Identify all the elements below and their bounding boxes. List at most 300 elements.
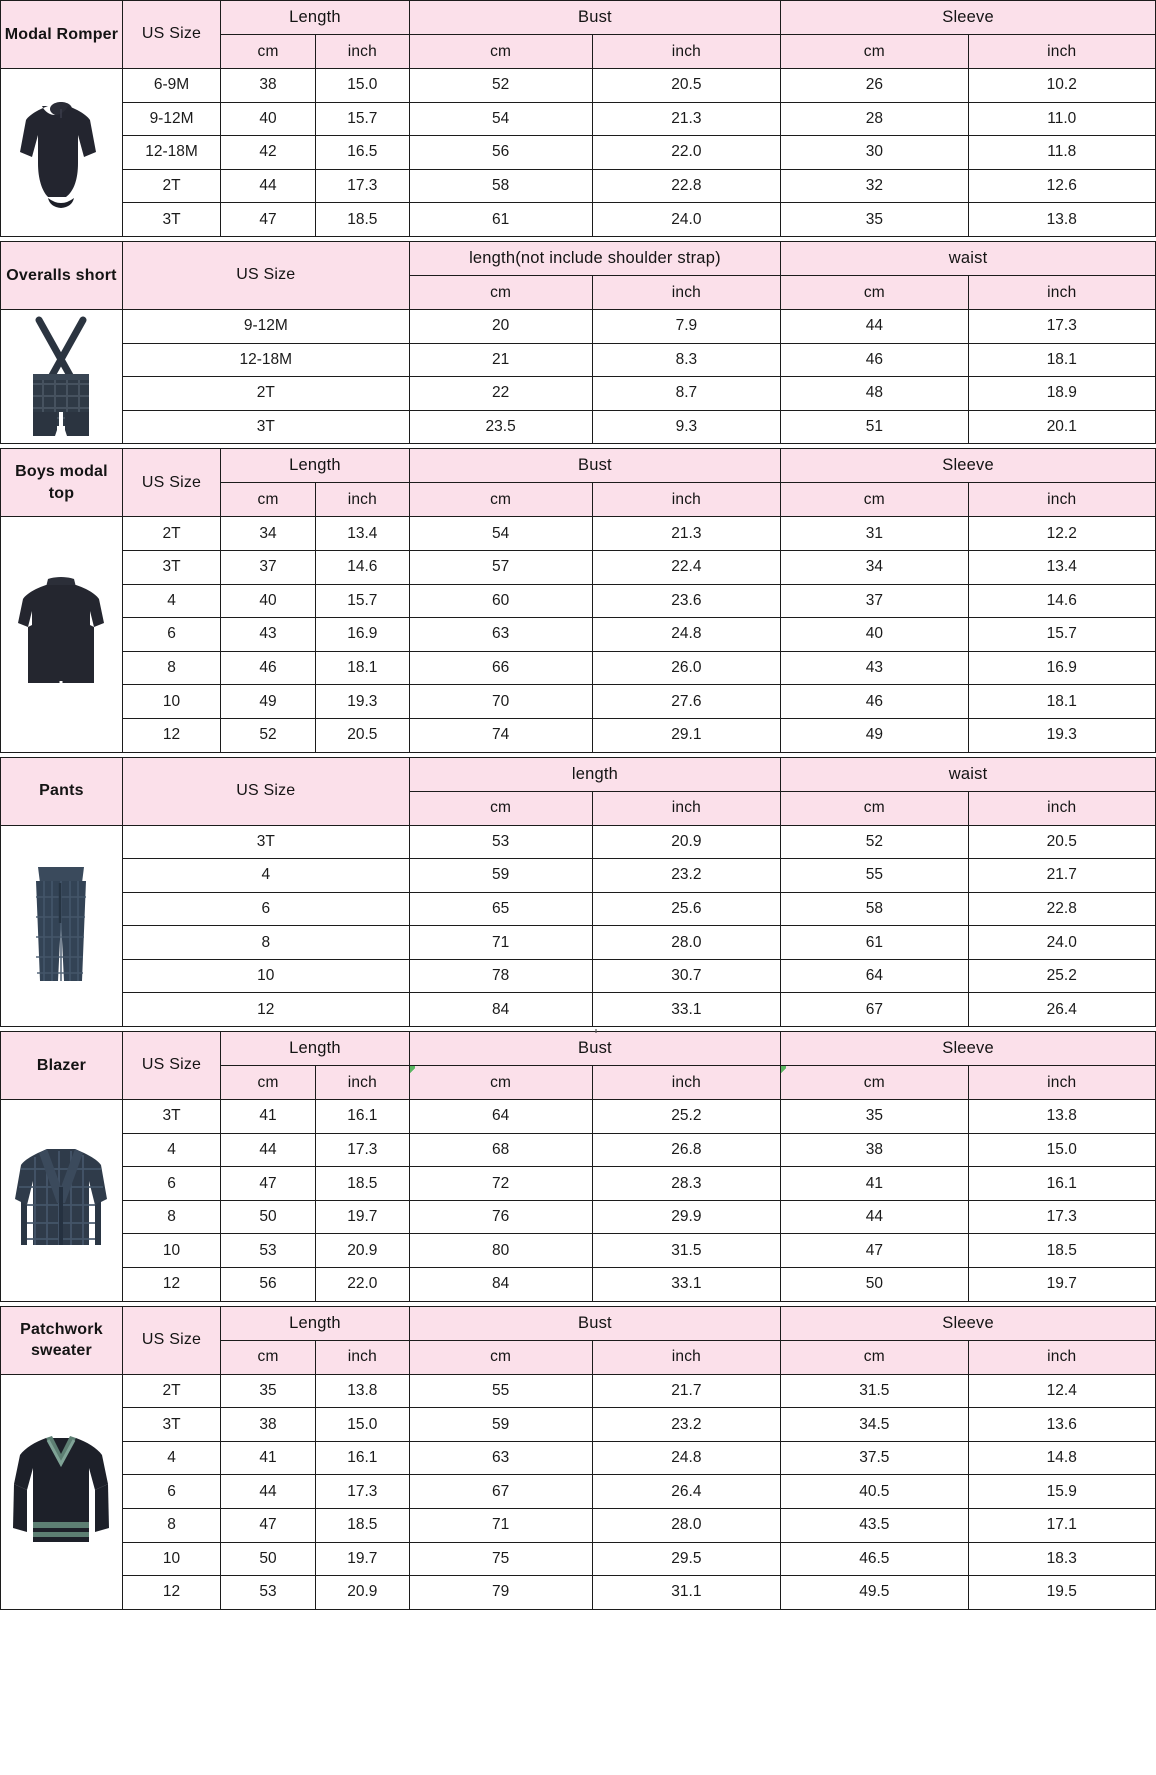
overalls-icon xyxy=(1,316,122,438)
size-table-boys-modal-top xyxy=(0,448,1156,752)
category-label: Blazer xyxy=(1,1032,123,1100)
cell-measurement: 47 xyxy=(221,203,316,237)
group-header: Bust xyxy=(409,1,780,35)
cell-measurement: 70 xyxy=(409,685,592,719)
cell-measurement: 22.4 xyxy=(592,550,781,584)
unit-header: cm xyxy=(409,1340,592,1374)
size-table-block xyxy=(0,1306,1156,1610)
cell-measurement: 15.0 xyxy=(315,1408,409,1442)
unit-header: cm xyxy=(221,35,316,69)
cell-measurement: 78 xyxy=(409,959,592,993)
cell-measurement: 75 xyxy=(409,1542,592,1576)
unit-header: cm xyxy=(781,275,968,309)
table-row xyxy=(1,550,1156,584)
cell-us-size: 6 xyxy=(122,618,220,652)
cell-measurement: 19.7 xyxy=(315,1200,409,1234)
group-header: Bust xyxy=(409,1306,780,1340)
cell-measurement: 71 xyxy=(409,926,592,960)
cell-measurement: 15.0 xyxy=(315,69,409,103)
cell-measurement: 35 xyxy=(781,1100,968,1134)
col-header-us-size: US Size xyxy=(122,757,409,825)
cell-measurement: 84 xyxy=(409,993,592,1027)
cell-measurement: 18.3 xyxy=(968,1542,1155,1576)
pants-icon xyxy=(1,863,122,989)
cell-us-size: 2T xyxy=(122,517,220,551)
cell-measurement: 46 xyxy=(781,343,968,377)
cell-measurement: 33.1 xyxy=(592,993,781,1027)
cell-measurement: 18.5 xyxy=(968,1234,1155,1268)
table-row xyxy=(1,1408,1156,1442)
cell-measurement: 68 xyxy=(409,1133,592,1167)
unit-header: cm xyxy=(221,1066,316,1100)
cell-us-size: 6 xyxy=(122,1167,220,1201)
cell-measurement: 24.8 xyxy=(592,618,781,652)
cell-measurement: 74 xyxy=(409,718,592,752)
unit-header: inch xyxy=(592,791,781,825)
unit-header: cm xyxy=(409,275,592,309)
table-row xyxy=(1,926,1156,960)
cell-measurement: 44 xyxy=(221,1133,316,1167)
cell-measurement: 20.9 xyxy=(315,1576,409,1610)
size-table-blazer xyxy=(0,1031,1156,1302)
table-row xyxy=(1,859,1156,893)
cell-measurement: 38 xyxy=(221,69,316,103)
cell-us-size: 2T xyxy=(122,1374,220,1408)
cell-measurement: 21.3 xyxy=(592,517,781,551)
header-row-groups xyxy=(1,241,1156,275)
group-header: length(not include shoulder strap) xyxy=(409,241,780,275)
cell-us-size: 3T xyxy=(122,1100,220,1134)
cell-measurement: 18.5 xyxy=(315,1509,409,1543)
cell-measurement: 20 xyxy=(409,309,592,343)
cell-measurement: 67 xyxy=(781,993,968,1027)
cell-measurement: 18.1 xyxy=(968,685,1155,719)
cell-measurement: 17.3 xyxy=(968,1200,1155,1234)
table-row xyxy=(1,892,1156,926)
cell-measurement: 46.5 xyxy=(781,1542,968,1576)
cell-measurement: 11.8 xyxy=(968,136,1155,170)
group-header: waist xyxy=(781,241,1156,275)
cell-measurement: 30.7 xyxy=(592,959,781,993)
product-image-cell xyxy=(1,517,123,752)
cell-measurement: 20.5 xyxy=(592,69,781,103)
cell-measurement: 16.1 xyxy=(315,1100,409,1134)
cell-measurement: 18.5 xyxy=(315,203,409,237)
cell-measurement: 63 xyxy=(409,1441,592,1475)
table-row xyxy=(1,618,1156,652)
cell-measurement: 33.1 xyxy=(592,1268,781,1302)
unit-header: inch xyxy=(315,1066,409,1100)
cell-measurement: 7.9 xyxy=(592,309,781,343)
cell-measurement: 20.9 xyxy=(315,1234,409,1268)
cell-measurement: 63 xyxy=(409,618,592,652)
cell-measurement: 13.4 xyxy=(315,517,409,551)
cell-measurement: 60 xyxy=(409,584,592,618)
cell-measurement: 49 xyxy=(221,685,316,719)
cell-measurement: 27.6 xyxy=(592,685,781,719)
header-row-groups xyxy=(1,1306,1156,1340)
table-row xyxy=(1,718,1156,752)
cell-measurement: 15.7 xyxy=(968,618,1155,652)
product-image-cell xyxy=(1,1100,123,1302)
cell-us-size: 2T xyxy=(122,377,409,411)
unit-header: inch xyxy=(968,483,1155,517)
top-icon xyxy=(17,571,105,697)
cell-measurement: 50 xyxy=(221,1200,316,1234)
group-header: Length xyxy=(221,449,410,483)
size-table-patchwork-sweater xyxy=(0,1306,1156,1610)
table-row xyxy=(1,136,1156,170)
cell-us-size: 2T xyxy=(122,169,220,203)
cell-measurement: 21.7 xyxy=(592,1374,781,1408)
table-row xyxy=(1,377,1156,411)
cell-measurement: 22.8 xyxy=(592,169,781,203)
cell-measurement: 13.8 xyxy=(968,203,1155,237)
cell-measurement: 59 xyxy=(409,1408,592,1442)
cell-measurement: 20.5 xyxy=(315,718,409,752)
size-table-block xyxy=(0,1031,1156,1302)
cell-us-size: 3T xyxy=(122,825,409,859)
product-image-cell xyxy=(1,309,123,443)
unit-header: inch xyxy=(315,1340,409,1374)
cell-measurement: 61 xyxy=(409,203,592,237)
cell-us-size: 3T xyxy=(122,550,220,584)
table-row xyxy=(1,102,1156,136)
unit-header: inch xyxy=(592,35,781,69)
cell-measurement: 29.1 xyxy=(592,718,781,752)
cell-measurement: 18.1 xyxy=(315,651,409,685)
cell-measurement: 20.5 xyxy=(968,825,1155,859)
header-row-groups xyxy=(1,449,1156,483)
cell-measurement: 12.4 xyxy=(968,1374,1155,1408)
cell-measurement: 34 xyxy=(221,517,316,551)
table-row xyxy=(1,169,1156,203)
header-row-groups xyxy=(1,1,1156,35)
cell-measurement: 64 xyxy=(409,1100,592,1134)
cell-us-size: 12 xyxy=(122,1268,220,1302)
cell-measurement: 15.7 xyxy=(315,584,409,618)
blazer-icon xyxy=(13,1141,109,1259)
cell-measurement: 43.5 xyxy=(781,1509,968,1543)
cell-measurement: 24.8 xyxy=(592,1441,781,1475)
cell-measurement: 25.6 xyxy=(592,892,781,926)
cell-measurement: 9.3 xyxy=(592,410,781,444)
unit-header: inch xyxy=(315,483,409,517)
unit-header: cm xyxy=(409,1066,592,1100)
cell-measurement: 35 xyxy=(781,203,968,237)
product-image-cell xyxy=(1,1374,123,1609)
cell-measurement: 37 xyxy=(221,550,316,584)
cell-measurement: 44 xyxy=(781,309,968,343)
cell-measurement: 48 xyxy=(781,377,968,411)
cell-measurement: 26.4 xyxy=(592,1475,781,1509)
group-header: Sleeve xyxy=(781,1306,1156,1340)
cell-us-size: 3T xyxy=(122,203,220,237)
cell-measurement: 58 xyxy=(781,892,968,926)
cell-measurement: 38 xyxy=(221,1408,316,1442)
cell-measurement: 52 xyxy=(781,825,968,859)
cell-measurement: 66 xyxy=(409,651,592,685)
cell-measurement: 16.1 xyxy=(968,1167,1155,1201)
unit-header: cm xyxy=(409,483,592,517)
cell-measurement: 21.3 xyxy=(592,102,781,136)
cell-measurement: 22.8 xyxy=(968,892,1155,926)
cell-measurement: 52 xyxy=(409,69,592,103)
cell-measurement: 50 xyxy=(781,1268,968,1302)
size-table-overalls-short xyxy=(0,241,1156,444)
cell-measurement: 20.1 xyxy=(968,410,1155,444)
table-row xyxy=(1,651,1156,685)
unit-header: cm xyxy=(781,483,968,517)
table-row xyxy=(1,309,1156,343)
table-row xyxy=(1,203,1156,237)
cell-measurement: 57 xyxy=(409,550,592,584)
cell-us-size: 6-9M xyxy=(122,69,220,103)
romper-icon xyxy=(18,90,104,214)
size-table-modal-romper xyxy=(0,0,1156,237)
table-row xyxy=(1,685,1156,719)
cell-measurement: 13.4 xyxy=(968,550,1155,584)
cell-measurement: 16.9 xyxy=(968,651,1155,685)
unit-header: cm xyxy=(781,1066,968,1100)
cell-us-size: 10 xyxy=(122,685,220,719)
category-label: Overalls short xyxy=(1,241,123,309)
cell-measurement: 72 xyxy=(409,1167,592,1201)
romper-icon xyxy=(1,90,122,214)
group-header: length xyxy=(409,757,780,791)
unit-header: inch xyxy=(968,791,1155,825)
cell-measurement: 24.0 xyxy=(968,926,1155,960)
cell-measurement: 32 xyxy=(781,169,968,203)
cell-measurement: 21.7 xyxy=(968,859,1155,893)
cell-measurement: 31.5 xyxy=(592,1234,781,1268)
cell-measurement: 11.0 xyxy=(968,102,1155,136)
blazer-icon xyxy=(1,1141,122,1259)
table-row xyxy=(1,1509,1156,1543)
cell-measurement: 76 xyxy=(409,1200,592,1234)
cell-measurement: 49 xyxy=(781,718,968,752)
cell-measurement: 71 xyxy=(409,1509,592,1543)
cell-measurement: 84 xyxy=(409,1268,592,1302)
cell-measurement: 12.2 xyxy=(968,517,1155,551)
cell-measurement: 26.4 xyxy=(968,993,1155,1027)
cell-measurement: 8.7 xyxy=(592,377,781,411)
cell-measurement: 40 xyxy=(221,584,316,618)
cell-measurement: 17.3 xyxy=(315,1133,409,1167)
cell-measurement: 26.8 xyxy=(592,1133,781,1167)
cell-measurement: 43 xyxy=(781,651,968,685)
cell-us-size: 12 xyxy=(122,718,220,752)
cell-measurement: 19.7 xyxy=(968,1268,1155,1302)
table-row xyxy=(1,1167,1156,1201)
top-icon xyxy=(1,571,122,697)
cell-measurement: 37.5 xyxy=(781,1441,968,1475)
cell-measurement: 40 xyxy=(221,102,316,136)
table-row xyxy=(1,1374,1156,1408)
cell-measurement: 44 xyxy=(221,169,316,203)
col-header-us-size: US Size xyxy=(122,1032,220,1100)
unit-header: inch xyxy=(592,275,781,309)
cell-measurement: 40 xyxy=(781,618,968,652)
cell-measurement: 26.0 xyxy=(592,651,781,685)
unit-header: cm xyxy=(221,1340,316,1374)
cell-measurement: 31 xyxy=(781,517,968,551)
cell-measurement: 47 xyxy=(221,1509,316,1543)
cell-measurement: 23.6 xyxy=(592,584,781,618)
cell-measurement: 41 xyxy=(221,1100,316,1134)
cell-us-size: 12 xyxy=(122,993,409,1027)
cell-measurement: 47 xyxy=(781,1234,968,1268)
cell-measurement: 14.6 xyxy=(968,584,1155,618)
cell-measurement: 38 xyxy=(781,1133,968,1167)
cell-measurement: 22.0 xyxy=(592,136,781,170)
group-header: Length xyxy=(221,1,410,35)
cell-measurement: 28 xyxy=(781,102,968,136)
cell-measurement: 22.0 xyxy=(315,1268,409,1302)
table-row xyxy=(1,343,1156,377)
sweater-icon xyxy=(13,1430,109,1554)
unit-header: inch xyxy=(315,35,409,69)
table-row xyxy=(1,69,1156,103)
cell-measurement: 54 xyxy=(409,517,592,551)
product-image-cell xyxy=(1,69,123,237)
cell-measurement: 25.2 xyxy=(592,1100,781,1134)
cell-measurement: 49.5 xyxy=(781,1576,968,1610)
cell-us-size: 10 xyxy=(122,959,409,993)
cell-us-size: 8 xyxy=(122,926,409,960)
cell-us-size: 8 xyxy=(122,651,220,685)
cell-us-size: 8 xyxy=(122,1509,220,1543)
group-header: waist xyxy=(781,757,1156,791)
cell-measurement: 46 xyxy=(781,685,968,719)
unit-header: cm xyxy=(781,791,968,825)
unit-header: cm xyxy=(409,35,592,69)
cell-measurement: 30 xyxy=(781,136,968,170)
cell-measurement: 13.6 xyxy=(968,1408,1155,1442)
group-header: Sleeve xyxy=(781,1,1156,35)
group-header: Bust xyxy=(409,1032,780,1066)
table-row xyxy=(1,517,1156,551)
cell-measurement: 16.5 xyxy=(315,136,409,170)
table-row xyxy=(1,1268,1156,1302)
table-row xyxy=(1,1100,1156,1134)
group-header: Length xyxy=(221,1032,410,1066)
cell-measurement: 34 xyxy=(781,550,968,584)
cell-measurement: 47 xyxy=(221,1167,316,1201)
unit-header: cm xyxy=(781,1340,968,1374)
cell-measurement: 41 xyxy=(781,1167,968,1201)
cell-measurement: 31.1 xyxy=(592,1576,781,1610)
cell-measurement: 34.5 xyxy=(781,1408,968,1442)
cell-measurement: 55 xyxy=(781,859,968,893)
cell-us-size: 6 xyxy=(122,1475,220,1509)
cell-measurement: 53 xyxy=(409,825,592,859)
cell-measurement: 14.8 xyxy=(968,1441,1155,1475)
cell-measurement: 26 xyxy=(781,69,968,103)
cell-measurement: 19.3 xyxy=(315,685,409,719)
cell-measurement: 37 xyxy=(781,584,968,618)
cell-measurement: 18.5 xyxy=(315,1167,409,1201)
cell-measurement: 13.8 xyxy=(968,1100,1155,1134)
cell-measurement: 67 xyxy=(409,1475,592,1509)
overalls-icon xyxy=(19,316,103,438)
header-row-groups xyxy=(1,1032,1156,1066)
cell-us-size: 3T xyxy=(122,1408,220,1442)
cell-measurement: 44 xyxy=(221,1475,316,1509)
group-header: Sleeve xyxy=(781,1032,1156,1066)
cell-measurement: 44 xyxy=(781,1200,968,1234)
cell-measurement: 8.3 xyxy=(592,343,781,377)
col-header-us-size: US Size xyxy=(122,449,220,517)
cell-measurement: 54 xyxy=(409,102,592,136)
cell-us-size: 4 xyxy=(122,859,409,893)
cell-us-size: 10 xyxy=(122,1234,220,1268)
cell-measurement: 17.3 xyxy=(315,1475,409,1509)
category-label: Modal Romper xyxy=(1,1,123,69)
table-row xyxy=(1,993,1156,1027)
cell-us-size: 9-12M xyxy=(122,102,220,136)
cell-measurement: 29.9 xyxy=(592,1200,781,1234)
cell-us-size: 10 xyxy=(122,1542,220,1576)
cell-measurement: 15.9 xyxy=(968,1475,1155,1509)
cell-measurement: 16.9 xyxy=(315,618,409,652)
size-table-block xyxy=(0,757,1156,1028)
col-header-us-size: US Size xyxy=(122,1306,220,1374)
unit-header: inch xyxy=(592,1066,781,1100)
cell-measurement: 29.5 xyxy=(592,1542,781,1576)
cell-us-size: 4 xyxy=(122,1133,220,1167)
cell-measurement: 53 xyxy=(221,1234,316,1268)
category-label: Pants xyxy=(1,757,123,825)
table-row xyxy=(1,1133,1156,1167)
cell-us-size: 12-18M xyxy=(122,343,409,377)
sweater-icon xyxy=(1,1430,122,1554)
table-row xyxy=(1,1441,1156,1475)
group-header: Length xyxy=(221,1306,410,1340)
cell-measurement: 17.3 xyxy=(968,309,1155,343)
unit-header: cm xyxy=(409,791,592,825)
cell-us-size: 8 xyxy=(122,1200,220,1234)
cell-measurement: 31.5 xyxy=(781,1374,968,1408)
cell-measurement: 12.6 xyxy=(968,169,1155,203)
cell-measurement: 14.6 xyxy=(315,550,409,584)
cell-us-size: 9-12M xyxy=(122,309,409,343)
table-row xyxy=(1,584,1156,618)
cell-measurement: 23.2 xyxy=(592,859,781,893)
cell-measurement: 42 xyxy=(221,136,316,170)
table-row xyxy=(1,1475,1156,1509)
unit-header: inch xyxy=(592,1340,781,1374)
cell-measurement: 13.8 xyxy=(315,1374,409,1408)
cell-us-size: 12-18M xyxy=(122,136,220,170)
cell-us-size: 3T xyxy=(122,410,409,444)
table-row xyxy=(1,1576,1156,1610)
cell-measurement: 16.1 xyxy=(315,1441,409,1475)
cell-measurement: 65 xyxy=(409,892,592,926)
cell-measurement: 18.9 xyxy=(968,377,1155,411)
unit-header: inch xyxy=(968,1340,1155,1374)
table-row xyxy=(1,959,1156,993)
table-row xyxy=(1,825,1156,859)
cell-measurement: 17.3 xyxy=(315,169,409,203)
unit-header: inch xyxy=(592,483,781,517)
table-row xyxy=(1,410,1156,444)
col-header-us-size: US Size xyxy=(122,241,409,309)
cell-measurement: 64 xyxy=(781,959,968,993)
cell-measurement: 35 xyxy=(221,1374,316,1408)
cell-measurement: 56 xyxy=(221,1268,316,1302)
unit-header: cm xyxy=(221,483,316,517)
